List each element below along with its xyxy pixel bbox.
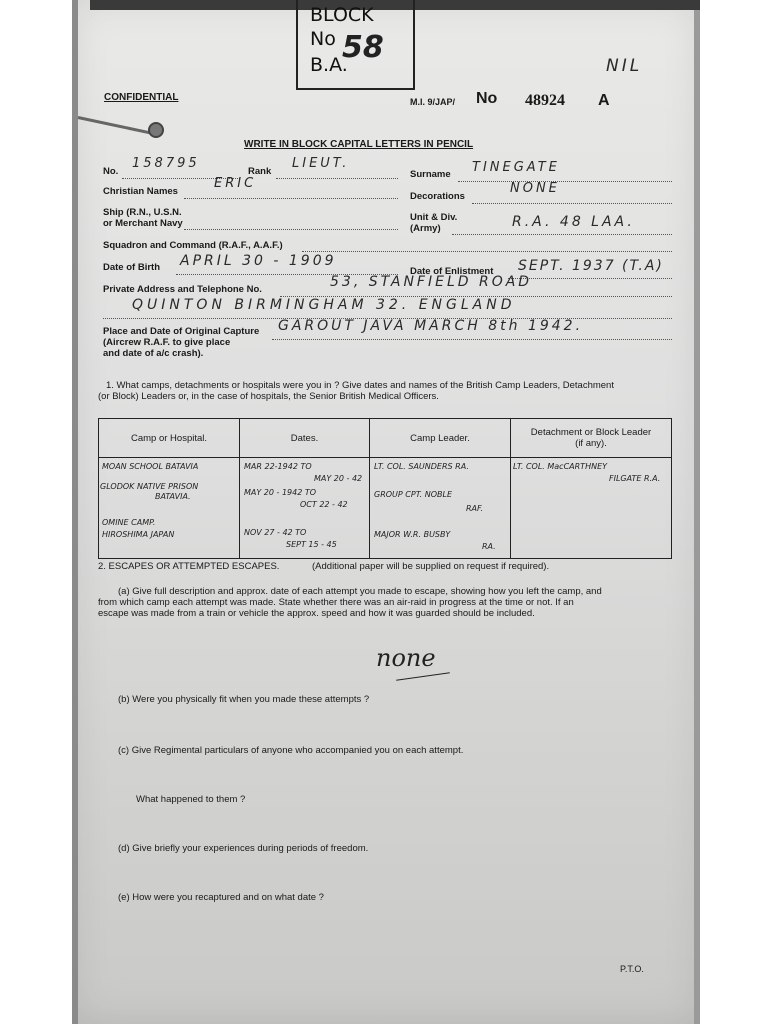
ship-label-2: or Merchant Navy [103, 218, 183, 229]
q2-c: (c) Give Regimental particulars of anyone who accompanied you on each attempt. [118, 745, 464, 756]
camp-header: Camp or Hospital. [99, 419, 240, 458]
leader-cell [370, 458, 511, 559]
leader-entry-3: RAF. [466, 504, 484, 513]
detachment-entry-2: FILGATE R.A. [609, 474, 661, 483]
date-entry-3: MAY 20 - 1942 TO [244, 488, 317, 497]
q1-text-2: (or Block) Leaders or, in the case of hospitals, the Senior British Medical Officers. [98, 391, 439, 402]
christian-names-value: ERIC [214, 176, 257, 191]
q2-a-line-1: (a) Give full description and approx. date of each attempt you made to escape, showing how you left the camp, and [118, 586, 602, 597]
q2-heading: 2. ESCAPES OR ATTEMPTED ESCAPES. [98, 561, 280, 572]
q2-heading-note: (Additional paper will be supplied on request if required). [312, 561, 550, 572]
camp-entry-3: BATAVIA. [155, 492, 191, 501]
capture-label-3: and date of a/c crash). [103, 348, 204, 359]
christian-names-label: Christian Names [103, 186, 178, 197]
enlistment-line [508, 278, 672, 279]
dates-header: Dates. [240, 419, 370, 458]
dob-value: APRIL 30 - 1909 [180, 253, 337, 269]
camp-entry-4: OMINE CAMP. [102, 518, 156, 527]
detachment-cell [511, 458, 672, 559]
nil-mark: NIL [606, 56, 643, 76]
camp-entry-2: GLODOK NATIVE PRISON [100, 482, 199, 491]
enlistment-label: Date of Enlistment [410, 266, 494, 277]
q2-a-line-2: from which camp each attempt was made. State whether there was an air-raid in progress at the time or not. If an [98, 597, 574, 608]
no-value: 158795 [132, 156, 200, 171]
date-entry-1: MAR 22-1942 TO [244, 462, 312, 471]
date-entry-4: OCT 22 - 42 [300, 500, 348, 509]
decorations-value: NONE [510, 181, 560, 196]
ref-number: 48924 [525, 92, 565, 109]
ref-code: M.I. 9/JAP/ [410, 97, 456, 107]
surname-label: Surname [410, 169, 451, 180]
rank-value: LIEUT. [292, 156, 350, 171]
pto-label: P.T.O. [620, 964, 644, 974]
leader-entry-4: MAJOR W.R. BUSBY [374, 530, 451, 539]
unit-value: R.A. 48 LAA. [512, 214, 635, 230]
camp-entry-5: HIROSHIMA JAPAN [102, 530, 175, 539]
leader-header: Camp Leader. [370, 419, 511, 458]
punch-hole [148, 122, 164, 138]
unit-line [452, 234, 672, 235]
q2-answer: none [376, 644, 436, 672]
instruction-heading: WRITE IN BLOCK CAPITAL LETTERS IN PENCIL [244, 139, 474, 150]
decorations-line [472, 203, 672, 204]
paper-left-edge [72, 0, 78, 1024]
surname-value: TINEGATE [472, 160, 560, 175]
q1-text-1: 1. What camps, detachments or hospitals were you in ? Give dates and names of the British Camp Leaders, Detachment [106, 380, 614, 391]
capture-line [272, 339, 672, 340]
stamp-line-2: No [310, 28, 336, 50]
no-label: No. [103, 166, 119, 177]
stamp-line-3: B.A. [310, 54, 348, 76]
christian-names-line [184, 198, 398, 199]
ref-no-label: No [476, 90, 498, 107]
capture-label-2: (Aircrew R.A.F. to give place [103, 337, 231, 348]
rank-label: Rank [248, 166, 272, 177]
q2-a-line-3: escape was made from a train or vehicle the approx. speed and how it was guarded should be included. [98, 608, 535, 619]
dob-label: Date of Birth [103, 262, 160, 273]
capture-value: GAROUT JAVA MARCH 8th 1942. [278, 318, 584, 334]
paper-right-edge [694, 0, 700, 1024]
q2-b: (b) Were you physically fit when you made these attempts ? [118, 694, 370, 705]
address-value-1: 53, STANFIELD ROAD [330, 274, 533, 290]
leader-entry-1: LT. COL. SAUNDERS RA. [374, 462, 469, 471]
camp-cell [99, 458, 240, 559]
detachment-header: Detachment or Block Leader (if any). [511, 419, 672, 458]
rank-line [276, 178, 398, 179]
dates-cell [240, 458, 370, 559]
address-value-2: QUINTON BIRMINGHAM 32. ENGLAND [132, 297, 516, 313]
address-label: Private Address and Telephone No. [103, 284, 262, 295]
block-stamp [296, 0, 415, 90]
date-entry-6: SEPT 15 - 45 [286, 540, 337, 549]
stamp-handwritten-number: 58 [342, 30, 384, 65]
q2-e: (e) How were you recaptured and on what date ? [118, 892, 324, 903]
capture-label-1: Place and Date of Original Capture [103, 326, 260, 337]
camp-entry-1: MOAN SCHOOL BATAVIA [102, 462, 199, 471]
q2-c-followup: What happened to them ? [136, 794, 246, 805]
confidential-label: CONFIDENTIAL [104, 92, 179, 103]
camp-table [98, 418, 672, 559]
squadron-line [302, 251, 672, 252]
leader-entry-2: GROUP CPT. NOBLE [374, 490, 452, 499]
stamp-line-1: BLOCK [310, 4, 374, 26]
ship-label-1: Ship (R.N., U.S.N. [103, 207, 182, 218]
squadron-label: Squadron and Command (R.A.F., A.A.F.) [103, 240, 283, 251]
decorations-label: Decorations [410, 191, 465, 202]
leader-entry-5: RA. [482, 542, 496, 551]
surname-line [458, 181, 672, 182]
date-entry-5: NOV 27 - 42 TO [244, 528, 307, 537]
unit-label-1: Unit & Div. [410, 212, 458, 223]
date-entry-2: MAY 20 - 42 [314, 474, 363, 483]
ship-line [184, 229, 398, 230]
enlistment-value: SEPT. 1937 (T.A) [518, 258, 664, 274]
q2-d: (d) Give briefly your experiences during periods of freedom. [118, 843, 369, 854]
detachment-entry-1: LT. COL. MacCARTHNEY [513, 462, 608, 471]
unit-label-2: (Army) [410, 223, 441, 234]
ref-suffix: A [598, 92, 610, 109]
